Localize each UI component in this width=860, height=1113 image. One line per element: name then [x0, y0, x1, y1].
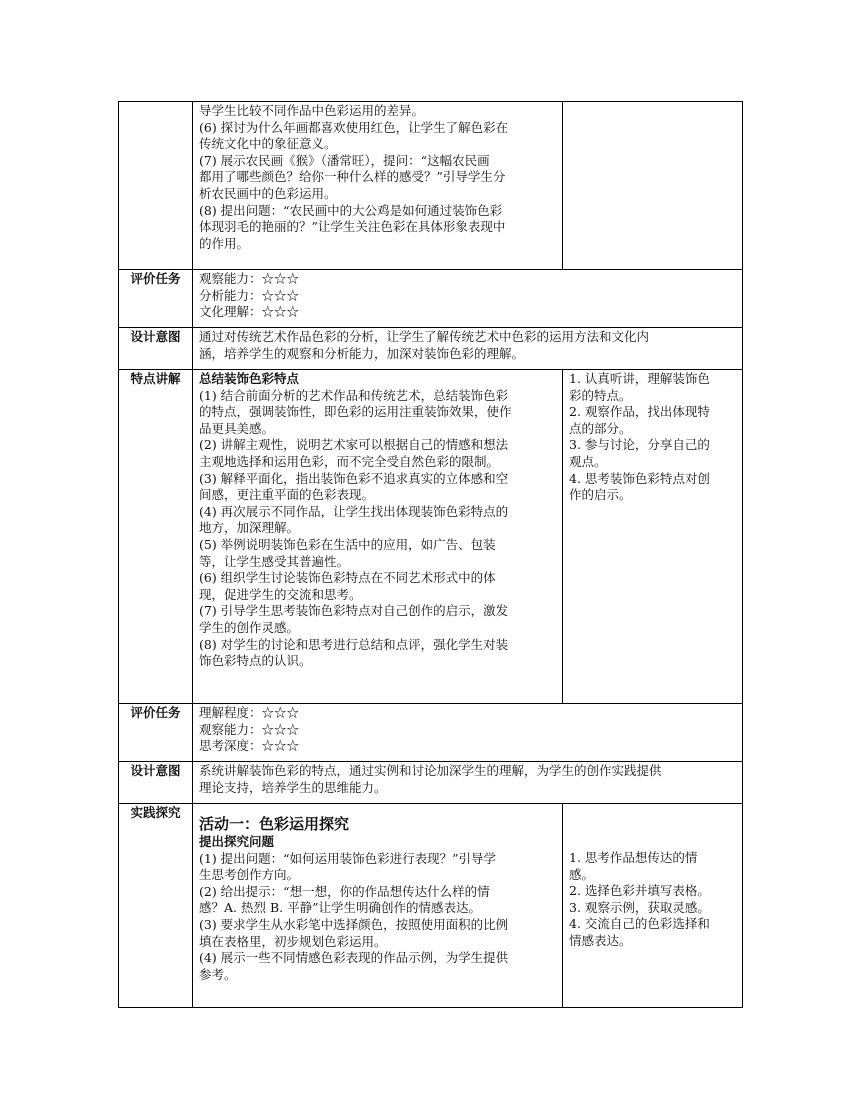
- teacher-activity-cell: [193, 370, 563, 704]
- text-line: 等，让学生感受其普遍性。: [199, 553, 350, 569]
- text-line: 1. 认真听讲，理解装饰色: [569, 371, 710, 386]
- text-line: 点的部分。: [569, 420, 632, 436]
- text-line: 学生的创作灵感。: [199, 619, 300, 635]
- student-activity-cell: [563, 370, 743, 704]
- lesson-plan-table: [118, 101, 743, 1008]
- row-label: 实践探究: [119, 804, 193, 1008]
- text-line: 感。: [569, 866, 595, 882]
- text-line: 参考。: [199, 966, 237, 982]
- text-line: 文化理解：☆☆☆: [199, 304, 300, 320]
- text-line: 涵，培养学生的观察和分析能力，加深对装饰色彩的理解。: [199, 345, 525, 361]
- table-row: [119, 804, 743, 1008]
- text-line: 主观地选择和运用色彩，而不完全受自然色彩的限制。: [199, 453, 500, 469]
- student-activity-cell: [563, 102, 743, 270]
- row-label: 评价任务: [119, 270, 193, 328]
- text-line: 彩的特点。: [569, 387, 632, 403]
- text-line: 传统文化中的象征意义。: [199, 136, 337, 152]
- text-line: (7) 引导学生思考装饰色彩特点对自己创作的启示，激发: [199, 603, 509, 619]
- table-row: [119, 370, 743, 704]
- design-intent-cell: [193, 328, 743, 370]
- text-line: 都用了哪些颜色？给你一种什么样的感受？”引导学生分: [199, 169, 506, 185]
- teacher-activity-cell: [193, 102, 563, 270]
- text-line: (7) 展示农民画《猴》（潘常旺），提问：“这幅农民画: [199, 152, 490, 168]
- text-line: (2) 讲解主观性，说明艺术家可以根据自己的情感和想法: [199, 437, 509, 453]
- evaluation-cell: [193, 270, 743, 328]
- row-label: [119, 102, 193, 270]
- text-line: (2) 给出提示：“想一想，你的作品想传达什么样的情: [199, 883, 490, 899]
- text-line: 2. 观察作品，找出体现特: [569, 404, 710, 420]
- row-label: 设计意图: [119, 328, 193, 370]
- text-line: 的特点，强调装饰性，即色彩的运用注重装饰效果，使作: [199, 404, 512, 420]
- text-line: (4) 再次展示不同作品，让学生找出体现装饰色彩特点的: [199, 503, 509, 519]
- text-line: 理论支持，培养学生的思维能力。: [199, 779, 387, 795]
- table-row: [119, 270, 743, 328]
- text-line: 情感表达。: [569, 932, 632, 948]
- text-line: 间感，更注重平面的色彩表现。: [199, 487, 375, 503]
- text-line: 析农民画中的色彩运用。: [199, 185, 337, 201]
- text-line: 3. 观察示例，获取灵感。: [569, 899, 710, 915]
- text-line: 分析能力：☆☆☆: [199, 287, 300, 303]
- text-line: 3. 参与讨论，分享自己的: [569, 437, 710, 453]
- text-line: 现，促进学生的交流和思考。: [199, 586, 362, 602]
- table-row: [119, 102, 743, 270]
- text-line: 通过对传统艺术作品色彩的分析，让学生了解传统艺术中色彩的运用方法和文化内: [199, 329, 650, 344]
- text-line: (6) 探讨为什么年画都喜欢使用红色，让学生了解色彩在: [199, 119, 509, 135]
- text-line: 饰色彩特点的认识。: [199, 653, 312, 669]
- text-line: (3) 要求学生从水彩笔中选择颜色，按照使用面积的比例: [199, 916, 509, 932]
- text-line: 地方，加深理解。: [199, 520, 300, 536]
- text-line: (5) 举例说明装饰色彩在生活中的应用，如广告、包装: [199, 536, 496, 552]
- student-activity-cell: [563, 804, 743, 1008]
- text-line: 感？A. 热烈 B. 平静”让学生明确创作的情感表达。: [199, 900, 481, 916]
- text-line: 1. 思考作品想传达的情: [569, 850, 698, 865]
- text-line: 观察能力：☆☆☆: [199, 721, 300, 737]
- text-line: (8) 提出问题：“农民画中的大公鸡是如何通过装饰色彩: [199, 202, 503, 218]
- text-line: 作的启示。: [569, 487, 632, 503]
- text-line: 的作用。: [199, 235, 250, 251]
- text-line: (4) 展示一些不同情感色彩表现的作品示例，为学生提供: [199, 950, 509, 966]
- text-line: 观点。: [569, 453, 607, 469]
- text-line: 4. 交流自己的色彩选择和: [569, 916, 710, 932]
- text-line: 填在表格里，初步规划色彩运用。: [199, 933, 387, 949]
- row-label: 特点讲解: [119, 370, 193, 704]
- row-label: 设计意图: [119, 762, 193, 804]
- section-heading: 总结装饰色彩特点: [199, 371, 300, 386]
- table-row: [119, 704, 743, 762]
- section-heading: 提出探究问题: [199, 834, 275, 849]
- design-intent-cell: [193, 762, 743, 804]
- text-line: 2. 选择色彩并填写表格。: [569, 883, 710, 899]
- table-row: [119, 762, 743, 804]
- text-line: 导学生比较不同作品中色彩运用的差异。: [199, 103, 425, 118]
- text-line: 品更具美感。: [199, 420, 275, 436]
- activity-title: 活动一：色彩运用探究: [199, 815, 350, 833]
- text-line: (6) 组织学生讨论装饰色彩特点在不同艺术形式中的体: [199, 570, 496, 586]
- text-line: 思考深度：☆☆☆: [199, 738, 300, 754]
- text-line: (8) 对学生的讨论和思考进行总结和点评，强化学生对装: [199, 636, 509, 652]
- text-line: (1) 结合前面分析的艺术作品和传统艺术，总结装饰色彩: [199, 387, 509, 403]
- text-line: 生思考创作方向。: [199, 867, 300, 883]
- table-row: [119, 328, 743, 370]
- text-line: (3) 解释平面化，指出装饰色彩不追求真实的立体感和空: [199, 470, 509, 486]
- text-line: 体现羽毛的艳丽的？”让学生关注色彩在具体形象表现中: [199, 219, 506, 235]
- text-line: 观察能力：☆☆☆: [199, 271, 300, 286]
- text-line: 系统讲解装饰色彩的特点，通过实例和讨论加深学生的理解，为学生的创作实践提供: [199, 763, 662, 778]
- text-line: (1) 提出问题：“如何运用装饰色彩进行表现？”引导学: [199, 850, 496, 866]
- teacher-activity-cell: [193, 804, 563, 1008]
- text-line: 理解程度：☆☆☆: [199, 705, 300, 720]
- row-label: 评价任务: [119, 704, 193, 762]
- text-line: 4. 思考装饰色彩特点对创: [569, 470, 710, 486]
- evaluation-cell: [193, 704, 743, 762]
